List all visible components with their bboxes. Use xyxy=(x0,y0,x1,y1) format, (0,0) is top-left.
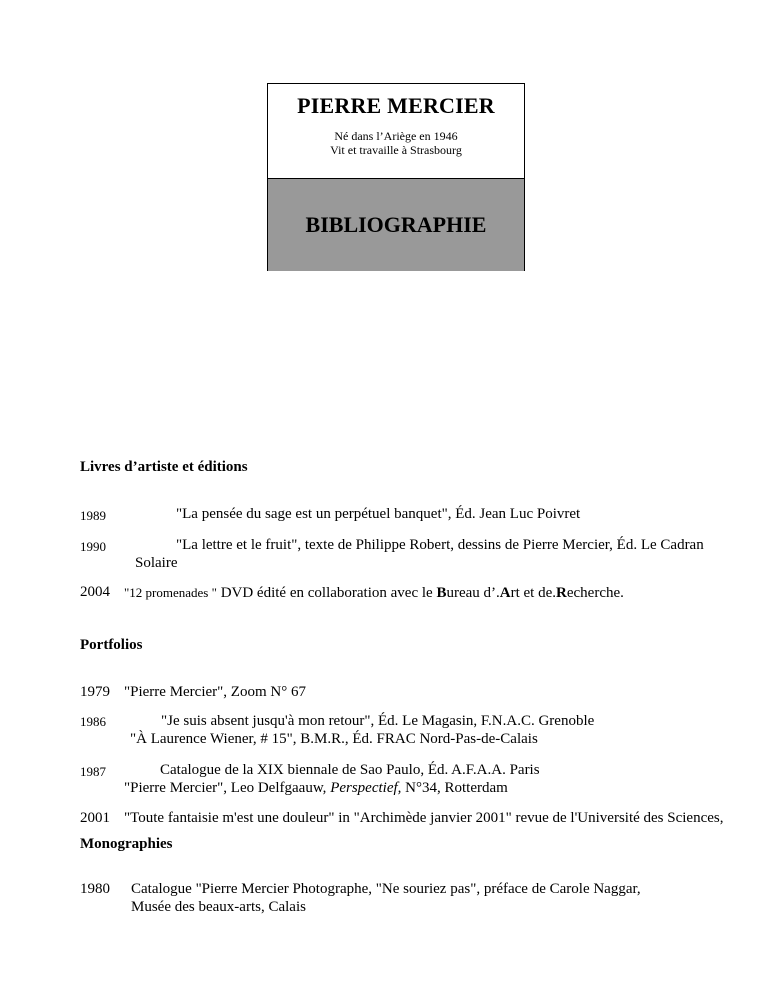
artist-name: PIERRE MERCIER xyxy=(297,93,495,118)
section-title-portfolios: Portfolios xyxy=(80,637,143,653)
entry-year: 1986 xyxy=(80,714,106,729)
residence-line: Vit et travaille à Strasbourg xyxy=(330,143,462,157)
entry-text: "La pensée du sage est un perpétuel banquet", Éd. Jean Luc Poivret xyxy=(176,506,581,522)
section-title-monographies: Monographies xyxy=(80,836,173,852)
entry-text: Catalogue "Pierre Mercier Photographe, "Ne souriez pas", préface de Carole Naggar, xyxy=(131,881,641,897)
entry-text: "Pierre Mercier", Zoom N° 67 xyxy=(124,684,306,700)
entry-year: 1987 xyxy=(80,764,106,779)
entry-text: "Toute fantaisie m'est une douleur" in "Archimède janvier 2001" revue de l'Université des Sciences, xyxy=(124,810,724,826)
header-identity xyxy=(268,84,524,179)
entry-text: "Je suis absent jusqu'à mon retour", Éd. Le Magasin, F.N.A.C. Grenoble xyxy=(161,713,595,729)
entry-text: "12 promenades " DVD édité en collaboration avec le Bureau d’.Art et de.Recherche. xyxy=(124,585,624,601)
entry-text: "La lettre et le fruit", texte de Philippe Robert, dessins de Pierre Mercier, Éd. Le Cadran xyxy=(176,537,704,553)
entry-text-cont: Solaire xyxy=(135,555,178,571)
section-title-livres: Livres d’artiste et éditions xyxy=(80,459,248,475)
header-box xyxy=(267,83,525,271)
birth-line: Né dans l’Ariège en 1946 xyxy=(334,129,458,143)
entry-text: Catalogue de la XIX biennale de Sao Paulo, Éd. A.F.A.A. Paris xyxy=(160,762,540,778)
entry-text-cont: "À Laurence Wiener, # 15", B.M.R., Éd. FRAC Nord-Pas-de-Calais xyxy=(130,731,538,747)
entry-text-cont: Musée des beaux-arts, Calais xyxy=(131,899,306,915)
entry-year: 1990 xyxy=(80,539,106,554)
section-banner: BIBLIOGRAPHIE xyxy=(268,179,524,271)
entry-year: 2001 xyxy=(80,810,110,826)
entry-year: 1989 xyxy=(80,508,106,523)
entry-year: 2004 xyxy=(80,584,110,600)
entry-year: 1980 xyxy=(80,881,110,897)
entry-text-cont: "Pierre Mercier", Leo Delfgaauw, Perspectief, N°34, Rotterdam xyxy=(124,780,508,796)
entry-year: 1979 xyxy=(80,684,110,700)
